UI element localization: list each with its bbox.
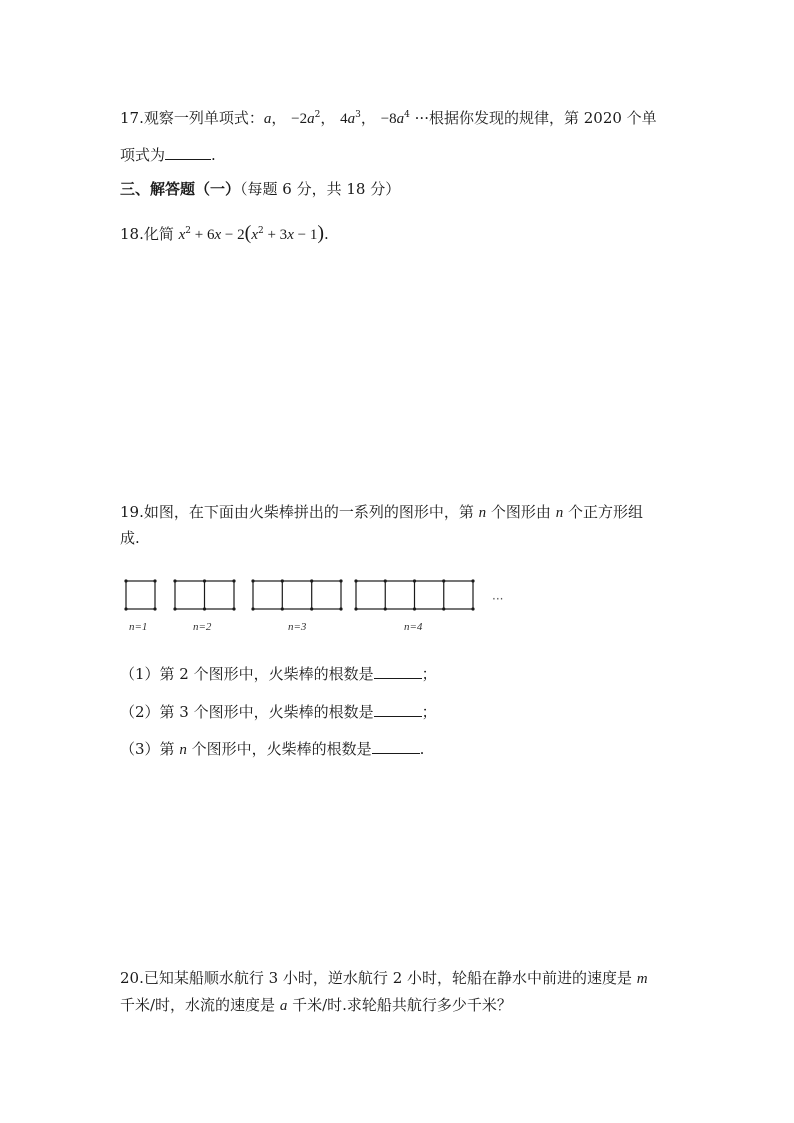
question-19-sub-1: [120, 662, 437, 685]
term-3-var: a: [347, 111, 356, 127]
q17-tail: ···根据你发现的规律，第 2020 个单: [409, 109, 657, 127]
answer-blank-19-3[interactable]: [372, 737, 420, 754]
matchstick-figure: [118, 572, 518, 642]
q18-minus2: − 2: [221, 227, 245, 243]
term-3-coef: 4: [340, 111, 348, 127]
answer-blank-19-2[interactable]: [374, 700, 422, 717]
q18-paren-open: (: [244, 222, 252, 244]
q19-line2: 成.: [120, 529, 140, 547]
question-18: [120, 222, 329, 246]
term-3-exp: 3: [355, 110, 361, 120]
q17-prefix: 17.观察一列单项式：: [120, 109, 264, 127]
term-4-var: a: [396, 111, 405, 127]
q19-sub3a: （3）第: [120, 740, 180, 758]
q18-exp: 2: [185, 226, 192, 236]
answer-blank-19-1[interactable]: [374, 662, 422, 679]
q20-m: m: [636, 971, 648, 987]
q18-x2: x: [214, 227, 222, 243]
figure-n1: [126, 581, 155, 609]
q19-sub3b: 个图形中，火柴棒的根数是: [186, 740, 372, 758]
figure-label-n4: n=4: [404, 621, 423, 633]
term-1: a: [263, 111, 272, 127]
q18-end: .: [324, 225, 329, 243]
q19-sub2-end: ；: [421, 703, 437, 721]
figure-label-n3: n=3: [288, 621, 307, 633]
q18-x4: x: [287, 227, 294, 243]
q20-line2b: 千米/时.求轮船共航行多少千米？: [287, 996, 512, 1014]
term-4-exp: 4: [404, 110, 410, 120]
question-19-sub-2: [120, 700, 437, 723]
question-20-line-1: [120, 967, 648, 990]
q18-x3: x: [251, 227, 258, 243]
figure-n3: [253, 581, 341, 609]
q17-line2-text: 项式为: [120, 146, 166, 164]
q19-n2: n: [555, 505, 564, 521]
section-3-header: [120, 178, 400, 200]
q20-line2a: 千米/时，水流的速度是: [120, 996, 280, 1014]
separator: ，: [320, 109, 336, 127]
separator: ，: [360, 109, 376, 127]
q19-sub3-n: n: [179, 742, 187, 758]
q19-sub1-text: （1）第 2 个图形中，火柴棒的根数是: [120, 665, 374, 683]
term-2-var: a: [307, 111, 315, 127]
q17-end: .: [211, 146, 216, 164]
figure-label-n2: n=2: [193, 621, 212, 633]
q18-paren-close: ): [317, 222, 324, 244]
q20-a: a: [279, 998, 288, 1014]
figure-n2: [175, 581, 234, 609]
q18-minus1: − 1: [293, 227, 318, 243]
answer-blank-17[interactable]: [165, 143, 211, 160]
q19-sub2-text: （2）第 3 个图形中，火柴棒的根数是: [120, 703, 374, 721]
question-20-line-2: [120, 994, 512, 1017]
separator: ，: [271, 109, 287, 127]
section-3-note: （每题 6 分，共 18 分）: [240, 180, 401, 198]
q19-sub1-end: ；: [421, 665, 437, 683]
q20-line1: 20.已知某船顺水航行 3 小时，逆水航行 2 小时，轮船在静水中前进的速度是: [120, 969, 637, 987]
q18-plus6: + 6: [191, 227, 215, 243]
q19-n1: n: [478, 505, 487, 521]
section-3-title: 三、解答题（一）: [120, 180, 241, 198]
question-19-line-2: [120, 527, 140, 549]
figure-n4: [356, 581, 473, 609]
question-19-line-1: [120, 501, 643, 524]
question-17-line-1: [120, 107, 657, 130]
q18-x: x: [178, 227, 186, 243]
question-19-sub-3: [120, 737, 424, 761]
q19-line1b: 个图形由: [486, 503, 556, 521]
question-17-line-2: [120, 143, 216, 166]
q19-line1: 19.如图，在下面由火柴棒拼出的一系列的图形中，第: [120, 503, 479, 521]
figure-ellipsis: ···: [492, 592, 504, 606]
term-2-exp: 2: [314, 110, 321, 120]
q19-sub3-end: .: [419, 740, 425, 758]
q18-exp2: 2: [257, 226, 264, 236]
q18-prefix: 18.化简: [120, 225, 179, 243]
q18-plus3: + 3: [263, 227, 288, 243]
term-2-coef: −2: [291, 111, 308, 127]
term-4-coef: −8: [380, 111, 397, 127]
figure-label-n1: n=1: [129, 621, 148, 633]
q19-line1c: 个正方形组: [563, 503, 643, 521]
